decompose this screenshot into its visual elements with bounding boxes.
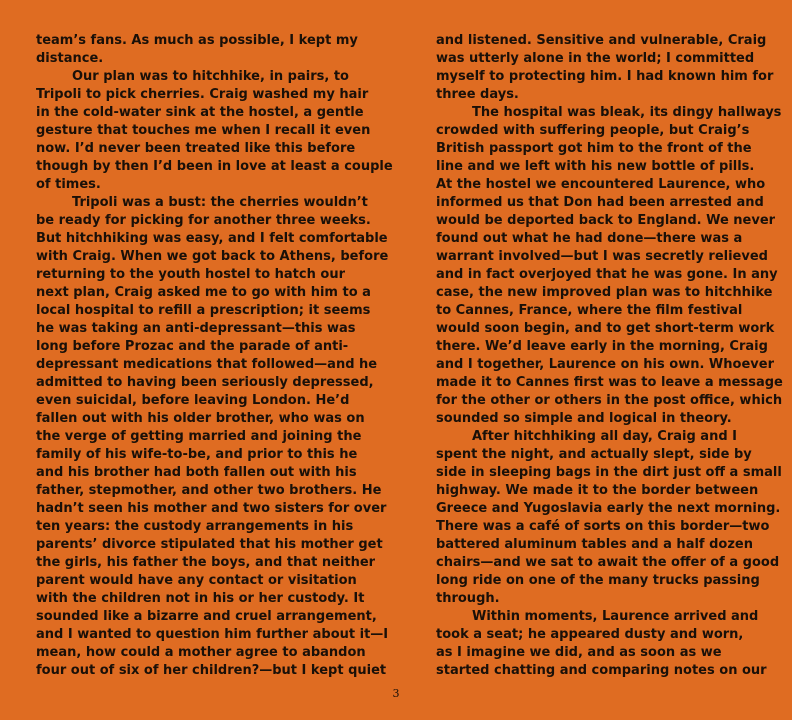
text-line: would soon begin, and to get short-term work — [436, 321, 775, 336]
text-line: found out what he had done—there was a — [436, 231, 743, 246]
text-line: There was a café of sorts on this border—two — [436, 519, 770, 534]
text-line: in the cold-water sink at the hostel, a gentle — [36, 105, 364, 120]
text-line: parent would have any contact or visitation — [36, 573, 357, 588]
text-line: long before Prozac and the parade of anti- — [36, 339, 349, 354]
text-line: family of his wife-to-be, and prior to this he — [36, 447, 358, 462]
text-line: line and we left with his new bottle of pills. — [436, 159, 755, 174]
text-line: and in fact overjoyed that he was gone. In any — [436, 267, 778, 282]
text-line: to Cannes, France, where the film festival — [436, 303, 743, 318]
text-line: though by then I’d been in love at least a couple — [36, 159, 393, 174]
text-line: British passport got him to the front of the — [436, 141, 752, 156]
text-line: returning to the youth hostel to hatch our — [36, 267, 345, 282]
text-line: now. I’d never been treated like this before — [36, 141, 356, 156]
text-line: highway. We made it to the border between — [436, 483, 759, 498]
text-line: and his brother had both fallen out with his — [36, 465, 357, 480]
text-line: crowded with suffering people, but Craig’s — [436, 123, 750, 138]
text-line: the girls, his father the boys, and that neither — [36, 555, 376, 570]
text-line: spent the night, and actually slept, side by — [436, 447, 752, 462]
text-line: hadn’t seen his mother and two sisters for over — [36, 501, 387, 516]
text-line: side in sleeping bags in the dirt just off a small — [436, 465, 782, 480]
text-line: Tripoli was a bust: the cherries wouldn’t — [72, 195, 368, 210]
text-line: with the children not in his or her custody. It — [36, 591, 365, 606]
text-line: Our plan was to hitchhike, in pairs, to — [72, 69, 349, 84]
text-line: chairs—and we sat to await the offer of a good — [436, 555, 780, 570]
text-line: there. We’d leave early in the morning, Craig — [436, 339, 768, 354]
text-line: case, the new improved plan was to hitchhike — [436, 285, 773, 300]
text-line: even suicidal, before leaving London. He’d — [36, 393, 350, 408]
text-line: depressant medications that followed—and he — [36, 357, 378, 372]
right-text-column — [436, 32, 783, 680]
text-line: with Craig. When we got back to Athens, before — [36, 249, 389, 264]
text-line: four out of six of her children?—but I kept quiet — [36, 663, 387, 678]
text-line: After hitchhiking all day, Craig and I — [472, 429, 737, 444]
text-line: team’s fans. As much as possible, I kept my — [36, 33, 358, 48]
text-line: three days. — [436, 87, 519, 102]
text-line: next plan, Craig asked me to go with him to a — [36, 285, 371, 300]
text-line: gesture that touches me when I recall it even — [36, 123, 371, 138]
text-line: started chatting and comparing notes on our — [436, 663, 767, 678]
text-line: as I imagine we did, and as soon as we — [436, 645, 722, 660]
text-line: informed us that Don had been arrested and — [436, 195, 764, 210]
text-line: long ride on one of the many trucks passing — [436, 573, 760, 588]
text-line: for the other or others in the post office, which — [436, 393, 783, 408]
text-line: of times. — [36, 177, 101, 192]
text-line: was utterly alone in the world; I committed — [436, 51, 755, 66]
text-line: through. — [436, 591, 500, 606]
text-line: The hospital was bleak, its dingy hallways — [472, 105, 782, 120]
text-line: warrant involved—but I was secretly relieved — [436, 249, 768, 264]
text-line: and I together, Laurence on his own. Whoever — [436, 357, 774, 372]
text-line: made it to Cannes first was to leave a message — [436, 375, 783, 390]
text-line: ten years: the custody arrangements in his — [36, 519, 354, 534]
page-number: 3 — [392, 687, 400, 700]
text-line: took a seat; he appeared dusty and worn, — [436, 627, 744, 642]
text-line: and I wanted to question him further about it—I — [36, 627, 389, 642]
text-line: admitted to having been seriously depressed, — [36, 375, 374, 390]
text-line: But hitchhiking was easy, and I felt comfortable — [36, 231, 388, 246]
text-line: the verge of getting married and joining the — [36, 429, 362, 444]
text-line: parents’ divorce stipulated that his mother get — [36, 537, 383, 552]
text-line: Tripoli to pick cherries. Craig washed my hair — [36, 87, 369, 102]
left-text-column — [36, 32, 393, 680]
text-line: mean, how could a mother agree to abandon — [36, 645, 366, 660]
text-line: and listened. Sensitive and vulnerable, Craig — [436, 33, 767, 48]
text-line: myself to protecting him. I had known him for — [436, 69, 774, 84]
text-line: fallen out with his older brother, who was on — [36, 411, 365, 426]
text-line: he was taking an anti-depressant—this was — [36, 321, 356, 336]
text-line: be ready for picking for another three weeks. — [36, 213, 371, 228]
text-line: sounded so simple and logical in theory. — [436, 411, 732, 426]
text-line: At the hostel we encountered Laurence, who — [436, 177, 766, 192]
text-line: battered aluminum tables and a half dozen — [436, 537, 753, 552]
text-line: Within moments, Laurence arrived and — [472, 609, 759, 624]
text-line: Greece and Yugoslavia early the next morning. — [436, 501, 781, 516]
text-line: local hospital to refill a prescription; it seems — [36, 303, 371, 318]
text-line: distance. — [36, 51, 104, 66]
text-line: sounded like a bizarre and cruel arrangement, — [36, 609, 377, 624]
text-line: would be deported back to England. We never — [436, 213, 776, 228]
text-line: father, stepmother, and other two brothers. He — [36, 483, 382, 498]
